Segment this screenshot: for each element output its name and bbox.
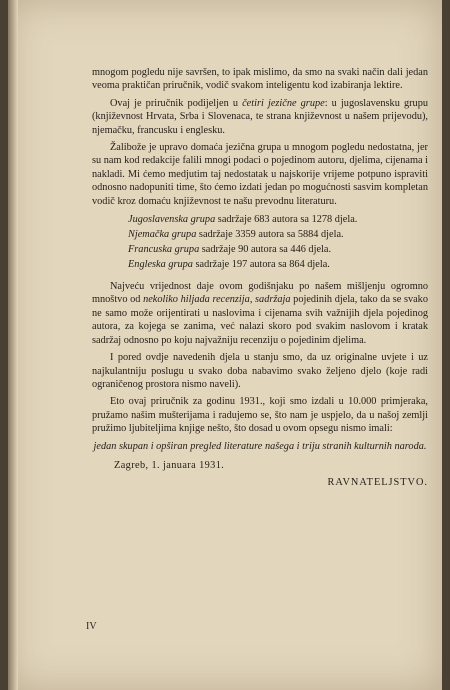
language-groups-emphasis: četiri jezične grupe — [242, 97, 325, 109]
date-line: Zagreb, 1. januara 1931. — [114, 459, 225, 471]
group-stats: sadržaje 683 autora sa 1278 djela. — [215, 214, 358, 226]
paragraph-2-start: Ovaj je priručnik podijeljen u — [110, 97, 243, 109]
group-stats: sadržaje 90 autora sa 446 djela. — [199, 244, 332, 256]
group-name: Francuska grupa — [128, 244, 200, 256]
contents-emphasis: sadržaja — [255, 294, 291, 306]
group-name: Njemačka grupa — [128, 229, 197, 241]
book-page — [8, 0, 442, 690]
group-line — [128, 242, 428, 257]
group-list — [128, 212, 428, 272]
group-line — [128, 212, 428, 227]
paragraph-3: Žalibože je upravo domaća jezična grupa u mnogom pogledu nedostatna, jer su nam kod redakcije falili mnogi podaci o pojedinom autoru, djelima, cijenama i nakladi. Mi ćemo medjutim taj nedostatak u najskorije vrijeme potpuno ispraviti odnosno nadopuniti time, što ćemo izdati jedan po mogućnosti sasvim kompletan vodič kroz domaću književnost te našu prevodnu literaturu. — [92, 142, 428, 207]
signature: RAVNATELJSTVO. — [327, 477, 428, 489]
paragraph-2-end: : u jugoslavensku grupu (književnost Hrvata, Srba i Slovenaca, te strana književnost u našem prijevodu), njemačku, francusku i englesku. — [92, 97, 428, 136]
group-name: Jugoslavenska grupa — [128, 214, 216, 226]
group-line — [128, 257, 428, 272]
reviews-emphasis: nekoliko hiljada recenzija — [143, 294, 250, 306]
group-stats: sadržaje 197 autora sa 864 djela. — [192, 259, 330, 271]
page-number: IV — [86, 621, 97, 632]
page-binding-shadow — [8, 0, 18, 690]
page-body — [92, 66, 428, 490]
italic-summary-line: jedan skupan i opširan pregled literature našega i triju stranih kulturnih naroda. — [93, 440, 427, 452]
paragraph-6: Eto ovaj priručnik za godinu 1931., koji smo izdali u 10.000 primjeraka, pružamo našim mušterijama i radujemo se, što nam je uspjelo, da u našoj zemlji pružimo ljubiteljima knjige nešto, što dosad u ovom opsegu nismo imali: — [92, 396, 428, 435]
group-name: Engleska grupa — [128, 259, 193, 271]
group-line — [128, 227, 428, 242]
paragraph-1: mnogom pogledu nije savršen, to ipak mislimo, da smo na svaki način dali jedan veoma praktičan priručnik, vodič svakom inteligentu kod izabiranja lektire. — [92, 67, 428, 92]
paragraph-2 — [92, 97, 428, 137]
paragraph-4-start: Najveću vrijednost daje ovom godišnjaku po našem mišljenju ogromno mnoštvo od — [92, 281, 428, 306]
group-stats: sadržaje 3359 autora sa 5884 djela. — [196, 229, 344, 241]
paragraph-4 — [92, 280, 428, 347]
paragraph-4-sep: , — [249, 294, 256, 306]
paragraph-4-end: pojedinih djela, tako da se svako ne samo može orijentirati u naslovima i cijenama svih važnijih djela pojedinog autora, za kojega se zanima, već nalazi skoro pod svakim naslovom i kratak sadržaj odnosno po koju najvažniju recenziju o pojedinim djelima. — [92, 294, 428, 346]
paragraph-5: I pored ovdje navedenih djela u stanju smo, da uz originalne uvjete i uz najkulantniju poslugu u svako doba nabavimo svako željeno djelo (koje radi ograničenog prostora nismo naveli). — [92, 352, 428, 390]
